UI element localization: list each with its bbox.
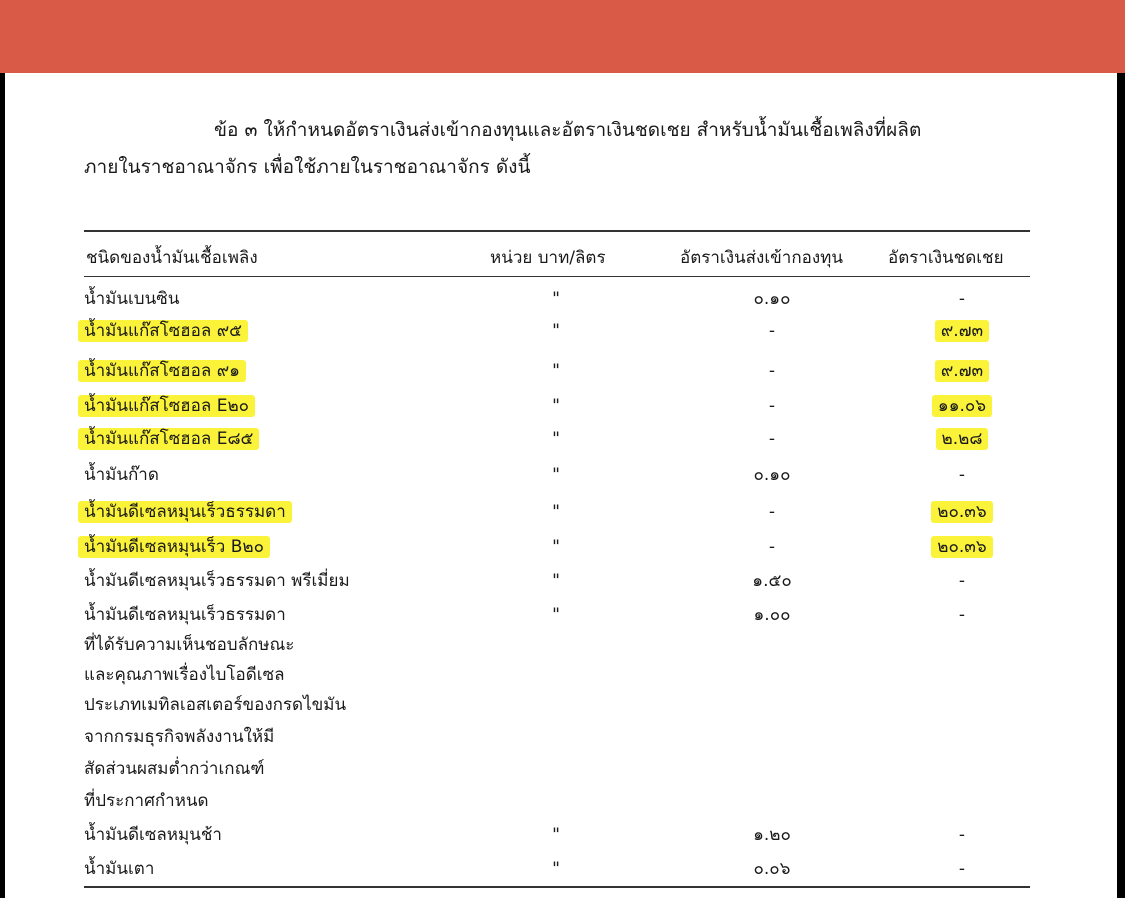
row-note-line: สัดส่วนผสมต่ำกว่าเกณฑ์ (84, 759, 265, 779)
fuel-name: น้ำมันเบนซิน (84, 289, 180, 309)
contribution-value: ๐.๑๐ (753, 289, 791, 309)
contribution-value: - (768, 502, 776, 522)
contribution-value: - (768, 537, 776, 557)
table-row (84, 600, 1030, 628)
compensation-value: - (958, 605, 966, 625)
table-header-rule (84, 276, 1030, 277)
unit-mark: " (552, 571, 560, 591)
unit-mark: " (552, 289, 560, 309)
contribution-value: - (768, 321, 776, 341)
table-bottom-rule (84, 886, 1030, 888)
frame-right-border (1117, 73, 1125, 898)
unit-mark: " (552, 537, 560, 557)
contribution-value: ๑.๒๐ (753, 825, 791, 845)
table-row (84, 356, 1030, 384)
compensation-value: - (958, 859, 966, 879)
unit-mark: " (552, 321, 560, 341)
frame-left-border (0, 73, 5, 898)
unit-mark: " (552, 396, 560, 416)
contribution-value: - (768, 396, 776, 416)
table-row (84, 566, 1030, 594)
header-unit: หน่วย บาท/ลิตร (490, 248, 606, 268)
table-row (84, 424, 1030, 452)
fuel-name: น้ำมันดีเซลหมุนช้า (84, 825, 222, 845)
row-note-line: ที่ได้รับความเห็นชอบลักษณะ (84, 635, 295, 655)
fuel-name: น้ำมันแก๊สโซฮอล ๙๕ (78, 320, 248, 342)
top-banner (0, 0, 1125, 73)
compensation-value: ๒๐.๓๖ (931, 536, 992, 558)
unit-mark: " (552, 361, 560, 381)
unit-mark: " (552, 502, 560, 522)
table-row (84, 316, 1030, 344)
compensation-value: - (958, 571, 966, 591)
unit-mark: " (552, 465, 560, 485)
header-fuel-type: ชนิดของน้ำมันเชื้อเพลิง (86, 248, 258, 268)
fuel-name: น้ำมันดีเซลหมุนเร็วธรรมดา (84, 605, 286, 625)
contribution-value: - (768, 361, 776, 381)
unit-mark: " (552, 859, 560, 879)
contribution-value: ๐.๑๐ (753, 465, 791, 485)
unit-mark: " (552, 605, 560, 625)
unit-mark: " (552, 825, 560, 845)
compensation-value: - (958, 465, 966, 485)
unit-mark: " (552, 429, 560, 449)
table-row (84, 532, 1030, 560)
header-contribution: อัตราเงินส่งเข้ากองทุน (680, 248, 843, 268)
fuel-name: น้ำมันดีเซลหมุนเร็วธรรมดา พรีเมี่ยม (84, 571, 350, 591)
fuel-name: น้ำมันแก๊สโซฮอล E๒๐ (78, 395, 255, 417)
contribution-value: - (768, 429, 776, 449)
row-note-line: และคุณภาพเรื่องไบโอดีเซล (84, 665, 285, 685)
table-row (84, 391, 1030, 419)
fuel-name: น้ำมันเตา (84, 859, 155, 879)
fuel-name: น้ำมันแก๊สโซฮอล ๙๑ (78, 360, 246, 382)
compensation-value: ๑๑.๐๖ (932, 395, 992, 417)
table-top-rule (84, 230, 1030, 232)
compensation-value: ๙.๗๓ (935, 360, 989, 382)
compensation-value: ๒๐.๓๖ (931, 501, 992, 523)
compensation-value: - (958, 825, 966, 845)
fuel-name: น้ำมันแก๊สโซฮอล E๘๕ (78, 428, 259, 450)
contribution-value: ๐.๐๖ (753, 859, 791, 879)
fuel-name: น้ำมันดีเซลหมุนเร็ว B๒๐ (78, 536, 270, 558)
row-note-line: ที่ประกาศกำหนด (84, 791, 209, 811)
header-compensation: อัตราเงินชดเชย (888, 248, 1004, 268)
fuel-name: น้ำมันก๊าด (84, 465, 159, 485)
table-row (84, 854, 1030, 882)
intro-paragraph (84, 112, 1044, 186)
row-note-line: ประเภทเมทิลเอสเตอร์ของกรดไขมัน (84, 695, 347, 715)
compensation-value: ๙.๗๓ (935, 320, 989, 342)
table-row (84, 284, 1030, 312)
table-row (84, 460, 1030, 488)
contribution-value: ๑.๕๐ (752, 571, 792, 591)
compensation-value: ๒.๒๘ (936, 428, 989, 450)
intro-line-1: ข้อ ๓ ให้กำหนดอัตราเงินส่งเข้ากองทุนและอัตราเงินชดเชย สำหรับน้ำมันเชื้อเพลิงที่ผลิต (214, 119, 922, 141)
intro-line-2: ภายในราชอาณาจักร เพื่อใช้ภายในราชอาณาจักร ดังนี้ (84, 156, 531, 178)
contribution-value: ๑.๐๐ (753, 605, 791, 625)
fuel-name: น้ำมันดีเซลหมุนเร็วธรรมดา (78, 501, 292, 523)
table-row (84, 497, 1030, 525)
table-row (84, 820, 1030, 848)
compensation-value: - (958, 289, 966, 309)
row-note-line: จากกรมธุรกิจพลังงานให้มี (84, 727, 275, 747)
